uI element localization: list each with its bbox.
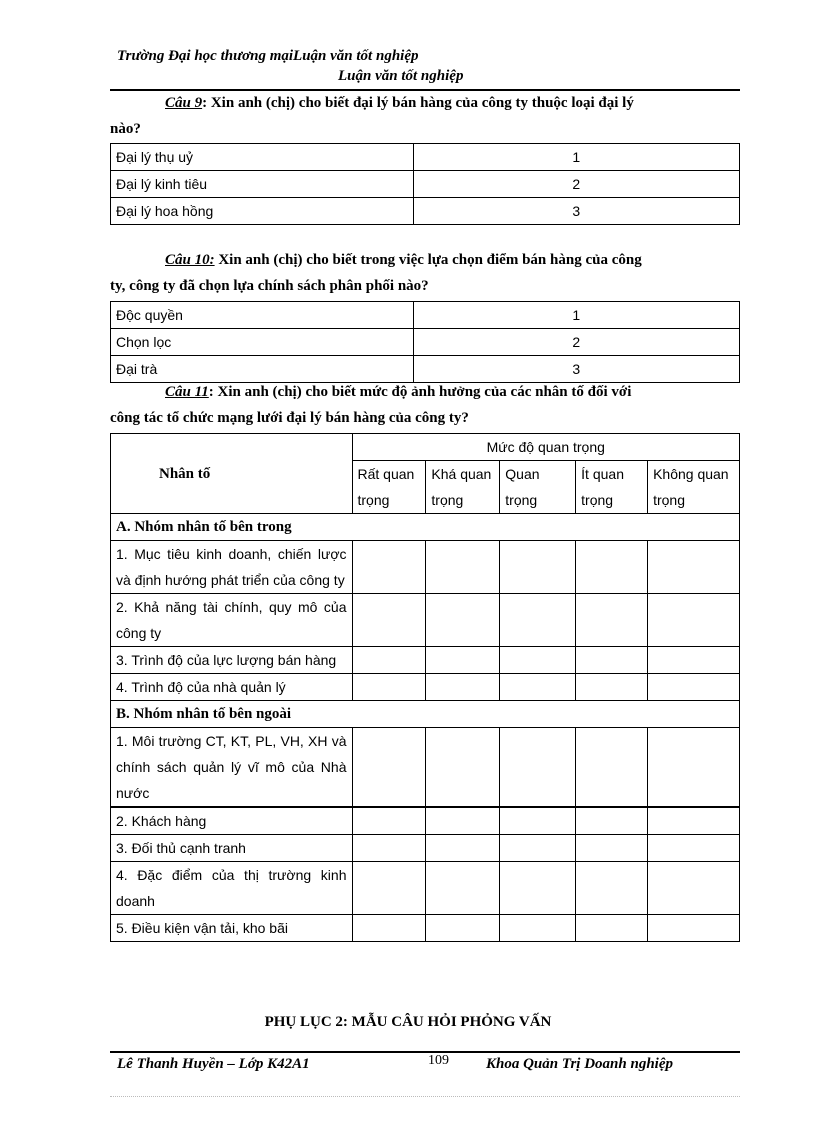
option-label: Đại lý thụ uỷ bbox=[111, 144, 414, 171]
rating-cell[interactable] bbox=[500, 807, 576, 835]
question-9-text: : Xin anh (chị) cho biết đại lý bán hàng của công ty thuộc loại đại lý bbox=[202, 95, 634, 111]
level-header: Quan trọng bbox=[500, 461, 576, 514]
rating-cell[interactable] bbox=[352, 647, 426, 674]
rating-cell[interactable] bbox=[648, 862, 740, 915]
factor-label: 3. Đối thủ cạnh tranh bbox=[111, 835, 353, 862]
footer-author: Lê Thanh Huyền – Lớp K42A1 bbox=[117, 1056, 310, 1072]
rating-cell[interactable] bbox=[352, 674, 426, 701]
rating-cell[interactable] bbox=[500, 647, 576, 674]
rating-cell[interactable] bbox=[352, 807, 426, 835]
factor-label: 4. Trình độ của nhà quản lý bbox=[111, 674, 353, 701]
rating-cell[interactable] bbox=[648, 594, 740, 647]
rating-cell[interactable] bbox=[500, 674, 576, 701]
option-label: Đại trà bbox=[111, 356, 414, 383]
option-code: 1 bbox=[413, 302, 739, 329]
question-11-text-cont: công tác tổ chức mạng lưới đại lý bán hàng của công ty? bbox=[110, 410, 469, 426]
importance-group-header: Mức độ quan trọng bbox=[352, 434, 740, 461]
factor-label: 2. Khả năng tài chính, quy mô của công ty bbox=[111, 594, 353, 647]
rating-cell[interactable] bbox=[426, 862, 500, 915]
level-header: Ít quan trọng bbox=[576, 461, 648, 514]
table-row bbox=[111, 674, 740, 701]
rating-cell[interactable] bbox=[576, 594, 648, 647]
table-row bbox=[111, 835, 740, 862]
table-row bbox=[111, 862, 740, 915]
rating-cell[interactable] bbox=[648, 728, 740, 808]
question-10-text-cont: ty, công ty đã chọn lựa chính sách phân phối nào? bbox=[110, 278, 429, 294]
rating-cell[interactable] bbox=[576, 674, 648, 701]
table-row bbox=[111, 594, 740, 647]
rating-cell[interactable] bbox=[576, 807, 648, 835]
factor-label: 5. Điều kiện vận tải, kho bãi bbox=[111, 915, 353, 942]
rating-cell[interactable] bbox=[426, 807, 500, 835]
rating-cell[interactable] bbox=[426, 674, 500, 701]
factor-label: 4. Đặc điểm của thị trường kinh doanh bbox=[111, 862, 353, 915]
question-11-text: : Xin anh (chị) cho biết mức độ ảnh hưởng của các nhân tố đối với bbox=[208, 384, 632, 400]
rating-cell[interactable] bbox=[426, 541, 500, 594]
option-label: Đại lý kinh tiêu bbox=[111, 171, 414, 198]
rating-cell[interactable] bbox=[500, 915, 576, 942]
level-header: Không quan trọng bbox=[648, 461, 740, 514]
option-label: Đại lý hoa hồng bbox=[111, 198, 414, 225]
rating-cell[interactable] bbox=[426, 915, 500, 942]
header-school: Trường Đại học thương mạiLuận văn tốt nghiệp bbox=[117, 48, 419, 64]
question-10-options bbox=[110, 301, 740, 383]
table-row bbox=[111, 541, 740, 594]
rating-cell[interactable] bbox=[352, 862, 426, 915]
header-thesis: Luận văn tốt nghiệp bbox=[338, 68, 464, 84]
rating-cell[interactable] bbox=[576, 835, 648, 862]
rating-cell[interactable] bbox=[648, 541, 740, 594]
rating-cell[interactable] bbox=[426, 835, 500, 862]
question-10-text: Xin anh (chị) cho biết trong việc lựa chọn điểm bán hàng của công bbox=[214, 252, 642, 268]
rating-cell[interactable] bbox=[648, 807, 740, 835]
factor-column-header: Nhân tố bbox=[111, 434, 353, 514]
question-9-text-cont: nào? bbox=[110, 121, 141, 137]
rating-cell[interactable] bbox=[576, 728, 648, 808]
group-b-label: B. Nhóm nhân tố bên ngoài bbox=[111, 701, 740, 728]
rating-cell[interactable] bbox=[648, 674, 740, 701]
footer-rule bbox=[110, 1051, 740, 1053]
group-row bbox=[111, 701, 740, 728]
rating-cell[interactable] bbox=[576, 647, 648, 674]
rating-cell[interactable] bbox=[352, 915, 426, 942]
table-row bbox=[111, 647, 740, 674]
rating-cell[interactable] bbox=[500, 541, 576, 594]
question-10-label: Câu 10: bbox=[165, 252, 215, 268]
rating-cell[interactable] bbox=[500, 594, 576, 647]
rating-cell[interactable] bbox=[500, 728, 576, 808]
question-11 bbox=[110, 379, 740, 431]
option-code: 2 bbox=[413, 171, 739, 198]
rating-cell[interactable] bbox=[576, 541, 648, 594]
level-header: Rất quan trọng bbox=[352, 461, 426, 514]
level-header: Khá quan trọng bbox=[426, 461, 500, 514]
option-code: 3 bbox=[413, 356, 739, 383]
question-10 bbox=[110, 247, 740, 299]
question-9 bbox=[110, 90, 740, 142]
factor-label: 1. Mục tiêu kinh doanh, chiến lược và định hướng phát triển của công ty bbox=[111, 541, 353, 594]
rating-cell[interactable] bbox=[500, 835, 576, 862]
rating-cell[interactable] bbox=[352, 541, 426, 594]
rating-cell[interactable] bbox=[352, 728, 426, 808]
question-9-label: Câu 9 bbox=[165, 95, 203, 111]
factor-label: 2. Khách hàng bbox=[111, 807, 353, 835]
option-row bbox=[111, 329, 740, 356]
rating-cell[interactable] bbox=[576, 862, 648, 915]
question-9-options bbox=[110, 143, 740, 225]
table-row bbox=[111, 728, 740, 808]
option-code: 2 bbox=[413, 329, 739, 356]
option-code: 1 bbox=[413, 144, 739, 171]
group-a-label: A. Nhóm nhân tố bên trong bbox=[111, 514, 740, 541]
rating-cell[interactable] bbox=[426, 728, 500, 808]
factor-label: 3. Trình độ của lực lượng bán hàng bbox=[111, 647, 353, 674]
group-row bbox=[111, 514, 740, 541]
rating-cell[interactable] bbox=[352, 594, 426, 647]
appendix-title: PHỤ LỤC 2: MẪU CÂU HỎI PHỎNG VẤN bbox=[264, 1014, 552, 1030]
question-11-label: Câu 11 bbox=[165, 384, 209, 400]
rating-cell[interactable] bbox=[352, 835, 426, 862]
footer-faculty: Khoa Quản Trị Doanh nghiệp bbox=[486, 1056, 674, 1072]
rating-cell[interactable] bbox=[648, 647, 740, 674]
rating-cell[interactable] bbox=[648, 835, 740, 862]
option-row bbox=[111, 144, 740, 171]
rating-cell[interactable] bbox=[500, 862, 576, 915]
option-row bbox=[111, 171, 740, 198]
rating-cell[interactable] bbox=[648, 915, 740, 942]
option-row bbox=[111, 302, 740, 329]
option-row bbox=[111, 198, 740, 225]
option-code: 3 bbox=[413, 198, 739, 225]
page-edge-divider bbox=[110, 1096, 740, 1097]
rating-cell[interactable] bbox=[426, 594, 500, 647]
page-number: 109 bbox=[428, 1053, 449, 1068]
rating-cell[interactable] bbox=[576, 915, 648, 942]
factor-label: 1. Môi trường CT, KT, PL, VH, XH và chính sách quản lý vĩ mô của Nhà nước bbox=[111, 728, 353, 808]
rating-cell[interactable] bbox=[426, 647, 500, 674]
table-row bbox=[111, 807, 740, 835]
table-row bbox=[111, 915, 740, 942]
option-label: Độc quyền bbox=[111, 302, 414, 329]
option-label: Chọn lọc bbox=[111, 329, 414, 356]
factor-rating-table bbox=[110, 433, 740, 942]
